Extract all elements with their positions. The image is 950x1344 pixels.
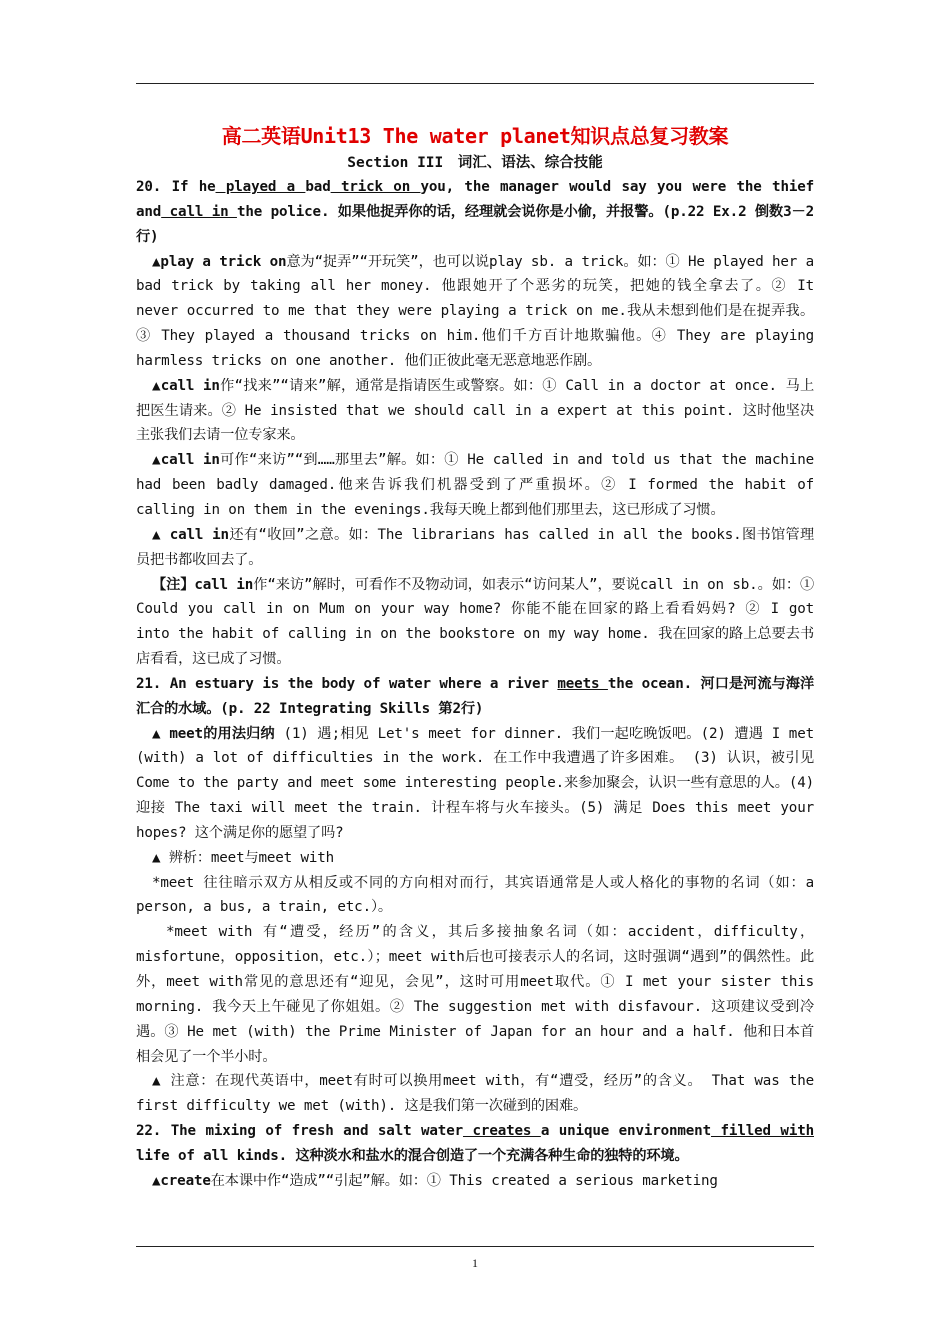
item-text: the ocean. 河口是河流与海洋汇合的水域。(p. 22 Integrating Skills 第2行) (136, 675, 814, 717)
note-body: 可作“来访”“到……那里去”解。如：① He called in and told us that the machine had been badly damaged.他来告诉我们机器受到了严重损坏。② I formed the habit of calling in on them in the evenings.我每天晚上都到他们那里去，这已形成了习惯。 (136, 452, 814, 518)
item-text: The mixing of fresh and salt water (170, 1123, 463, 1140)
item-text: you, the manager would say you were the thief and (136, 179, 815, 220)
document-title: 高二英语Unit13 The water planet知识点总复习教案 (221, 124, 729, 148)
note-create (136, 1169, 814, 1194)
item-number: 21. (136, 675, 170, 692)
item-text: An estuary is the body of water where a river (169, 675, 558, 692)
underlined-phrase: meets (557, 675, 608, 692)
item-text: If he (171, 179, 216, 195)
note-lead: ▲ meet的用法归纳 (152, 725, 275, 742)
note-lead: 【注】call in (152, 576, 254, 593)
note-call-in-remark (136, 573, 814, 672)
item-number: 22. (136, 1123, 171, 1140)
underlined-phrase: call in (161, 203, 237, 220)
note-body: 在本课中作“造成”“引起”解。如：① This created a serious marketing (210, 1172, 718, 1189)
note-body: 作“来访”解时，可看作不及物动词，如表示“访问某人”，要说call in on sb.。如：① Could you call in on Mum on your way home? 你能不能在回家的路上看看妈妈? ② I got into the habit of calling in on the bookstore on my way home. 我在回家的路上总要去书店看看，这已成了习惯。 (136, 576, 815, 668)
note-distinction: ▲ 辨析：meet与meet with (152, 849, 335, 866)
item-20 (136, 175, 814, 250)
document-body (136, 120, 814, 1194)
footer-rule (136, 1246, 814, 1247)
note-meet-definition: *meet 往往暗示双方从相反或不同的方向相对而行，其宾语通常是人或人格化的事物的名词（如：a person, a bus, a train, etc.）。 (136, 874, 814, 916)
page-number: 1 (472, 1256, 478, 1270)
note-call-in-1 (136, 374, 814, 449)
underlined-phrase: creates (462, 1123, 541, 1140)
item-22 (136, 1119, 814, 1169)
note-lead: ▲create (152, 1172, 211, 1189)
header-rule (136, 83, 814, 84)
item-text: bad (305, 179, 331, 195)
note-body: 意为“捉弄”“开玩笑”，也可以说play sb. a trick。如：① He played her a bad trick by taking all her money. 他跟她开了个恶劣的玩笑，把她的钱全拿去了。② It never occurred to me that they were playing a trick on me.我从未想到他们是在捉弄我。③ They played a thousand tricks on him.他们千方百计地欺骗他。④ They are playing harmless tricks on one another. 他们正彼此毫无恶意地恶作剧。 (136, 253, 815, 369)
note-lead: ▲call in (152, 377, 220, 394)
note-call-in-2 (136, 448, 814, 523)
item-text: life of all kinds. 这种淡水和盐水的混合创造了一个充满各种生命的独特的环境。 (136, 1147, 689, 1164)
section-subtitle: Section III 词汇、语法、综合技能 (347, 155, 603, 171)
item-21 (136, 672, 814, 722)
item-text: a unique environment (540, 1123, 711, 1140)
note-body: (1) 遇;相见 Let's meet for dinner. 我们一起吃晚饭吧。(2) 遭遇 I met (with) a lot of difficulties in the work. 在工作中我遭遇了许多困难。 (3) 认识，被引见 Come to the party and meet some interesting people.来参加聚会，认识一些有意思的人。(4) 迎接 The taxi will meet the train. 计程车将与火车接头。(5) 满足 Does this meet your hopes? 这个满足你的愿望了吗? (136, 725, 814, 841)
note-play-a-trick-on (136, 250, 814, 374)
underlined-phrase: filled with (710, 1123, 814, 1140)
note-meet-with-definition: *meet with 有“遭受，经历”的含义，其后多接抽象名词（如：accident，difficulty，misfortune，opposition，etc.）；meet with后也可接表示人的名词，这时强调“遇到”的偶然性。此外，meet with常见的意思还有“迎见，会见”，这时可用meet取代。① I met your sister this morning. 我今天上午碰见了你姐姐。② The suggestion met with disfavour. 这项建议受到冷遇。③ He met (with) the Prime Minister of Japan for an hour and a half. 他和日本首相会见了一个半小时。 (136, 924, 814, 1065)
item-text: the police. 如果他捉弄你的话，经理就会说你是小偷，并报警。(p.22 Ex.2 倒数3－2行) (136, 203, 814, 245)
note-lead: ▲play a trick on (152, 253, 287, 270)
note-lead: ▲call in (152, 452, 220, 469)
item-number: 20. (136, 179, 172, 195)
underlined-phrase: played a (215, 179, 306, 195)
note-call-in-3 (136, 523, 814, 573)
note-body: 作“找来”“请来”解，通常是指请医生或警察。如：① Call in a doctor at once. 马上把医生请来。② He insisted that we should call in a expert at this point. 这时他坚决主张我们去请一位专家来。 (136, 377, 814, 444)
note-body: 还有“收回”之意。如：The librarians has called in all the books.图书馆管理员把书都收回去了。 (136, 526, 814, 568)
underlined-phrase: trick on (330, 179, 421, 195)
note-meet-usage (136, 722, 814, 846)
note-attention: ▲ 注意：在现代英语中，meet有时可以换用meet with，有“遭受，经历”的含义。 That was the first difficulty we met (with). 这是我们第一次碰到的困难。 (136, 1073, 814, 1115)
note-lead: ▲ call in (152, 526, 229, 543)
